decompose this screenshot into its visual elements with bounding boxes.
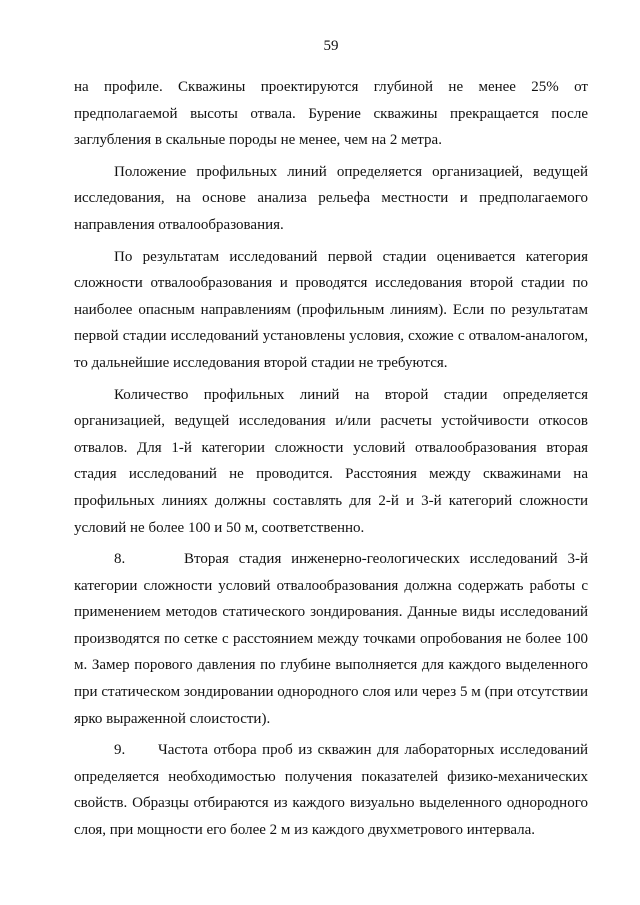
- paragraph-continuation: на профиле. Скважины проектируются глубиной не менее 25% от предполагаемой высоты отвала. Бурение скважины прекращается после заглубления в скальные породы не менее, чем на 2 метра.: [74, 79, 588, 149]
- paragraph-first-stage-results: По результатам исследований первой стадии оценивается категория сложности отвалообразования и проводятся исследования второй стадии по наиболее опасным направлениям (профильным линиям). Если по результатам первой стадии исследований установлены условия, схожие с отвалом-аналогом, то дальнейшие исследования второй стадии не требуются.: [74, 248, 588, 371]
- page-number: 59: [323, 38, 339, 54]
- paragraph-profile-lines-count: Количество профильных линий на второй стадии определяется организацией, ведущей исследования и/или расчеты устойчивости откосов отвалов. Для 1-й категории сложности условий отвалообразования вторая стадия исследований не проводится. Расстояния между скважинами на профильных линиях должны составлять для 2-й и 3-й категорий сложности условий не более 100 и 50 м, соответственно.: [74, 386, 588, 536]
- paragraph-item-8: 8. Вторая стадия инженерно-геологических исследований 3-й категории сложности условий отвалообразования должна содержать работы с применением методов статического зондирования. Данные виды исследований производятся по сетке с расстоянием между точками опробования не более 100 м. Замер порового давления по глубине выполняется для каждого выделенного при статическом зондировании однородного слоя или через 5 м (при отсутствии ярко выраженной слоистости).: [74, 551, 588, 727]
- paragraph-item-9: 9. Частота отбора проб из скважин для лабораторных исследований определяется необходимостью получения показателей физико-механических свойств. Образцы отбираются из каждого визуально выделенного однородного слоя, при мощности его более 2 м из каждого двухметрового интервала.: [74, 742, 588, 839]
- paragraph-profile-lines: Положение профильных линий определяется организацией, ведущей исследования, на основе анализа рельефа местности и предполагаемого направления отвалообразования.: [74, 163, 588, 233]
